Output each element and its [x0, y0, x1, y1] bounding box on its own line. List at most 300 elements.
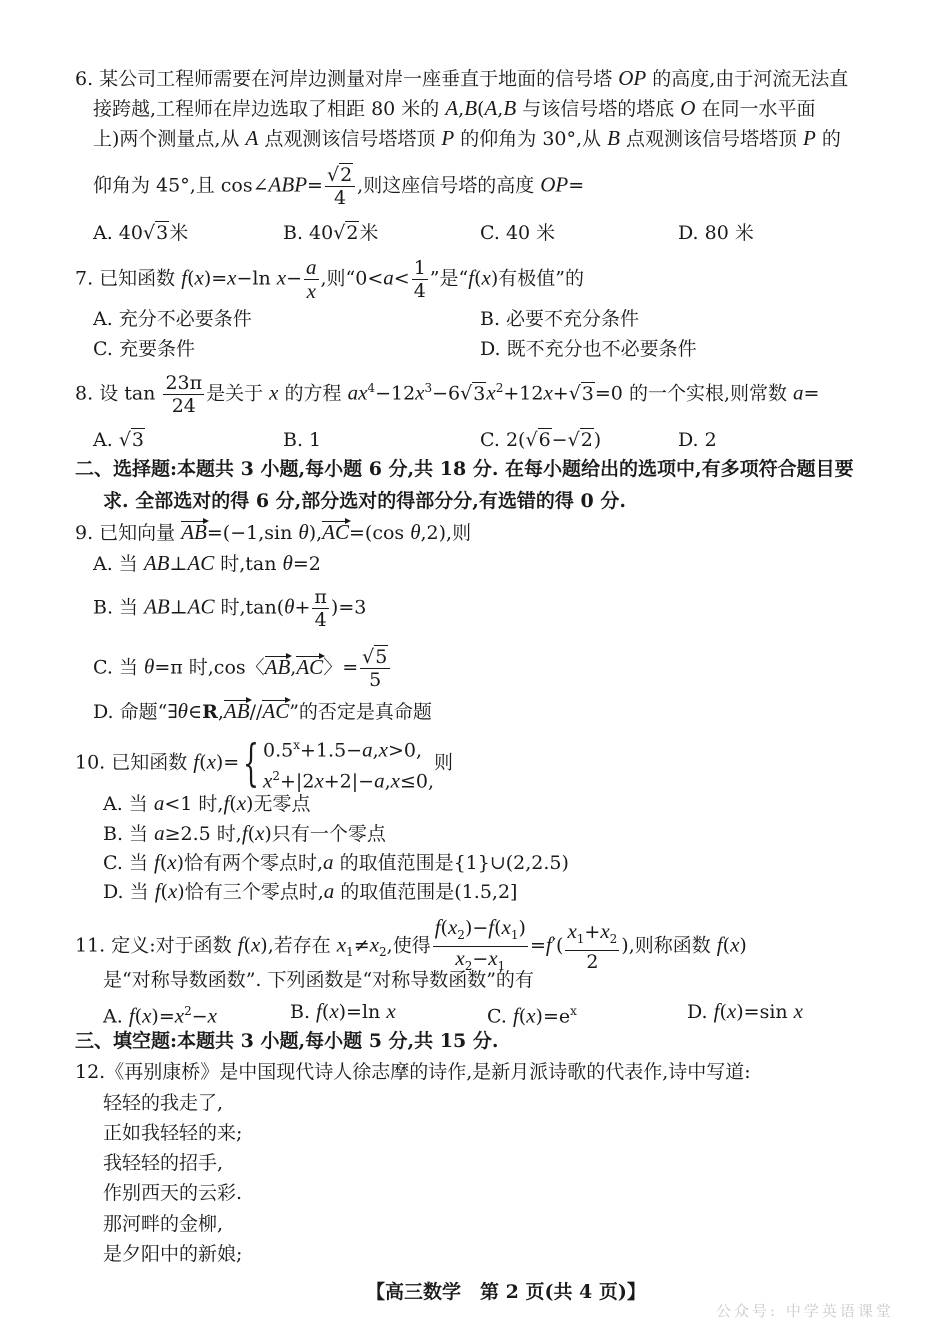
radical-sign-icon: √	[142, 222, 156, 244]
q11-option-c	[487, 999, 577, 1028]
math-variable: B	[464, 96, 478, 120]
text-run: C. 充要条件	[93, 338, 195, 360]
math-variable: ABP	[268, 172, 308, 197]
text-run: +12	[503, 382, 544, 405]
vector: AB	[264, 654, 291, 679]
text-run: 2	[586, 950, 599, 973]
text-run: B. 当	[103, 823, 155, 845]
math-variable: B	[607, 126, 620, 150]
numerator	[163, 372, 204, 395]
q10-option-c	[103, 850, 569, 875]
math-variable: f	[128, 1003, 135, 1028]
q8-option-c	[480, 428, 601, 452]
text-run: )	[518, 917, 526, 939]
math-variable: x	[447, 915, 458, 939]
text-run: 4	[413, 280, 426, 302]
text-run: )=	[151, 1005, 175, 1028]
q12-stem	[75, 1060, 751, 1084]
math-variable: a	[323, 879, 335, 903]
text-run: −ln	[236, 267, 277, 290]
text-run: ”是“	[429, 267, 469, 290]
text-run: 米	[359, 222, 379, 244]
q10-option-a	[103, 791, 310, 816]
math-variable: x	[306, 279, 316, 303]
radical-sign-icon: √	[362, 646, 375, 668]
text-run: 与该信号塔的塔底	[516, 98, 681, 120]
text-run: ,	[497, 98, 504, 120]
math-variable: x	[255, 821, 265, 845]
text-run: )只有一个零点	[264, 823, 386, 845]
numerator	[412, 257, 428, 280]
superscript: 2	[184, 1004, 192, 1018]
math-variable: P	[803, 126, 816, 150]
text-run: 的高度,由于河流无法直	[646, 68, 849, 90]
poem-line	[103, 1181, 242, 1205]
text-run: =(−1,sin	[206, 522, 299, 544]
math-variable: x	[793, 999, 803, 1023]
text-run: 4	[334, 187, 347, 209]
text-run: D. 2	[678, 429, 717, 451]
section-2-heading-cont	[103, 489, 626, 513]
text-run: 12.《再别康桥》是中国现代诗人徐志摩的诗作,是新月派诗歌的代表作,诗中写道:	[75, 1061, 751, 1083]
text-run: 的	[815, 128, 841, 150]
radical-sign-icon: √	[326, 164, 340, 186]
text-run: 的方程	[278, 382, 348, 405]
numerator	[565, 920, 619, 951]
math-variable: f	[223, 791, 230, 815]
denominator	[412, 280, 428, 302]
math-variable: x	[390, 768, 400, 793]
math-variable: A	[445, 96, 459, 120]
text-run: (	[494, 917, 502, 939]
case-rows	[263, 732, 434, 795]
text-run: −	[286, 267, 303, 290]
text-run: )−	[464, 917, 489, 939]
text-run: ,	[217, 701, 224, 723]
q7-option-b	[480, 307, 639, 331]
text-run: 是夕阳中的新娘;	[103, 1243, 243, 1265]
denominator	[360, 669, 390, 691]
math-variable: AC	[187, 594, 215, 619]
text-run: 23π	[165, 372, 203, 394]
q8-stem	[75, 372, 819, 417]
square-root	[362, 645, 388, 668]
text-run: 24	[171, 395, 196, 417]
text-run: A.	[93, 429, 119, 451]
math-variable: f	[154, 879, 161, 903]
text-run: 6. 某公司工程师需要在河岸边测量对岸一座垂直于地面的信号塔	[75, 68, 619, 90]
q6-line-1	[75, 66, 848, 91]
text-run: −12	[375, 382, 416, 405]
text-run: )有极值”的	[490, 267, 584, 290]
square-root	[327, 163, 353, 186]
q11-option-d	[687, 999, 803, 1024]
poem-line	[103, 1091, 223, 1115]
text-run: (	[722, 934, 731, 957]
q10-stem	[75, 732, 453, 795]
text-run: ,	[384, 770, 391, 793]
q9-option-c	[93, 646, 392, 691]
q11-stem-cont	[103, 968, 534, 992]
q9-option-b	[93, 586, 366, 631]
text-run: ′(	[551, 934, 564, 957]
text-run: +1.5−	[300, 739, 363, 762]
text-run: A. 当	[103, 793, 154, 815]
radical-sign-icon: √	[567, 429, 580, 451]
text-run: D. 既不充分也不必要条件	[480, 338, 697, 360]
math-variable: a	[153, 791, 165, 815]
math-variable: x	[726, 999, 737, 1023]
math-variable: AB	[144, 594, 170, 619]
text-run: 那河畔的金柳,	[103, 1213, 224, 1235]
text-run: )	[739, 934, 747, 957]
text-run: 正如我轻轻的来;	[103, 1122, 243, 1144]
math-variable: a	[306, 255, 317, 279]
q8-option-a	[93, 428, 145, 452]
vector: AC	[322, 520, 349, 544]
text-run: 时,tan	[214, 553, 283, 575]
text-run: (	[187, 267, 195, 290]
q9-option-a	[93, 551, 321, 576]
text-run: <1 时,	[164, 793, 224, 815]
math-variable: OP	[540, 172, 569, 197]
radical-sign-icon: √	[460, 382, 473, 405]
square-root	[333, 221, 359, 244]
text-run: ),则称函数	[621, 934, 717, 957]
text-run: D. 命题“∃	[93, 701, 178, 723]
subscript: 2	[464, 958, 473, 973]
text-run: ,使得	[386, 934, 431, 957]
math-variable: x	[336, 932, 347, 957]
square-root	[119, 428, 145, 451]
text-run: 作别西天的云彩.	[103, 1182, 243, 1204]
math-variable: x	[730, 932, 740, 957]
math-variable: x	[526, 1003, 536, 1028]
math-variable: x	[227, 265, 237, 290]
subscript: 1	[510, 927, 519, 942]
q6-option-d	[678, 221, 754, 245]
text-run: >0,	[387, 739, 423, 762]
math-variable: x	[501, 915, 511, 939]
poem-line	[103, 1242, 242, 1266]
text-run: +	[584, 920, 601, 943]
math-variable: x	[236, 791, 247, 815]
text-run: 上)两个测量点,从	[93, 128, 246, 150]
text-run: ,则“0<	[320, 267, 384, 290]
denominator	[163, 395, 204, 417]
text-run: =2	[292, 553, 321, 575]
text-run: B.	[290, 1001, 317, 1023]
radical-sign-icon: √	[118, 429, 131, 451]
text-run: ,	[290, 656, 297, 679]
text-run: )=e	[535, 1005, 571, 1028]
text-run: C. 当	[93, 656, 144, 679]
text-run: B. 必要不充分条件	[480, 308, 640, 330]
text-run: +|2	[280, 770, 315, 793]
math-variable: A	[484, 96, 498, 120]
math-variable: x	[194, 265, 204, 290]
math-variable: f	[545, 932, 552, 957]
math-variable: a	[323, 850, 334, 874]
math-variable: x	[167, 879, 178, 903]
denominator	[304, 280, 319, 303]
text-run: 1	[413, 257, 426, 279]
math-variable: x	[276, 265, 287, 290]
text-run: C. 当	[103, 852, 154, 874]
math-variable: a	[383, 265, 394, 290]
fraction	[360, 646, 390, 691]
math-variable: x	[250, 932, 261, 957]
radicand: 3	[131, 429, 145, 451]
vector: AB	[181, 520, 207, 544]
q10-option-d	[103, 879, 517, 904]
text-run: 点观测该信号塔塔顶	[258, 128, 442, 150]
text-run: ⊥	[169, 596, 188, 619]
text-run: )=ln	[338, 1001, 387, 1023]
text-run: 仰角为 45°,且 cos∠	[93, 174, 269, 197]
text-run: (	[199, 751, 207, 774]
text-run: ,	[458, 98, 465, 120]
q7-stem	[75, 256, 584, 303]
text-run: 我轻轻的招手,	[103, 1152, 224, 1174]
text-run: 米	[169, 222, 189, 244]
subscript: 2	[379, 945, 387, 960]
text-run: A. 充分不必要条件	[93, 308, 252, 330]
radical-sign-icon: √	[525, 429, 538, 451]
text-run: 〉=	[323, 656, 359, 679]
text-run: 是“对称导数函数”. 下列函数是“对称导数函数”的有	[103, 969, 534, 991]
text-run: +	[552, 382, 569, 405]
math-variable: x	[455, 945, 465, 970]
text-run: ),	[308, 522, 323, 544]
text-run: 接跨越,工程师在岸边选取了相距 80 米的	[93, 98, 446, 120]
math-variable: P	[441, 126, 455, 150]
q6-option-b	[283, 221, 378, 245]
text-run: 求. 全部选对的得 6 分,部分选对的得部分分,有选错的得 0 分.	[103, 490, 626, 512]
q8-option-d	[678, 428, 717, 452]
text-run: −6	[432, 382, 461, 405]
square-root	[143, 221, 169, 244]
text-run: =	[307, 174, 323, 197]
radicand: 3	[156, 222, 169, 244]
superscript: 2	[272, 769, 281, 784]
math-variable: f	[716, 932, 723, 957]
poem-line	[103, 1121, 242, 1145]
math-variable: θ	[298, 520, 309, 544]
math-variable: θ	[143, 654, 155, 679]
radicand: 6	[538, 429, 551, 451]
radicand: 3	[473, 382, 486, 405]
numerator	[304, 256, 319, 280]
math-variable: f	[237, 932, 244, 957]
numerator	[360, 646, 390, 669]
text-run: 7. 已知函数	[75, 267, 182, 290]
math-variable: x	[167, 850, 177, 874]
text-run: 在同一水平面	[695, 98, 816, 120]
q6-line-4	[93, 164, 584, 209]
superscript: 3	[424, 381, 433, 396]
superscript: 4	[367, 381, 376, 396]
fraction	[304, 256, 319, 303]
text-run: 轻轻的我走了,	[103, 1092, 224, 1114]
math-variable: f	[193, 749, 200, 774]
superscript: x	[293, 738, 301, 752]
text-run: )=3	[330, 596, 367, 619]
math-variable: f	[468, 265, 475, 290]
text-run: )无零点	[246, 793, 311, 815]
q9-stem	[75, 520, 471, 545]
text-run: 的取值范围是{1}∪(2,2.5)	[333, 852, 569, 874]
text-run: (	[160, 881, 168, 903]
square-root	[569, 382, 595, 405]
radical-sign-icon: √	[568, 382, 581, 405]
text-run: D. 80 米	[678, 222, 754, 244]
text-run: 10. 已知函数	[75, 751, 194, 774]
math-variable: x	[488, 945, 498, 970]
left-brace-icon: {	[243, 734, 260, 793]
text-run: (	[243, 934, 251, 957]
section-3-heading	[75, 1029, 498, 1053]
text-run: 4	[314, 609, 327, 631]
q6-line-2	[93, 96, 815, 121]
text-run: =	[568, 174, 585, 197]
math-variable: f	[488, 915, 495, 939]
text-run: ∈	[187, 701, 203, 723]
math-variable: OP	[618, 66, 647, 90]
text-run: =π 时,cos〈	[154, 656, 265, 679]
math-variable: x	[369, 932, 380, 957]
math-variable: x	[206, 749, 216, 774]
q9-option-d	[93, 699, 432, 724]
subscript: 2	[457, 927, 465, 942]
math-variable: x	[386, 999, 396, 1023]
math-variable: x	[415, 380, 425, 405]
radicand: 2	[340, 164, 353, 186]
text-run: −	[551, 429, 568, 451]
math-variable: x	[207, 1003, 217, 1028]
math-variable: f	[241, 821, 248, 845]
math-variable: B	[503, 96, 517, 120]
piecewise-cases	[239, 732, 434, 795]
text-run: )=	[203, 267, 228, 290]
poem-line	[103, 1151, 223, 1175]
numerator	[325, 164, 355, 187]
text-run: 的仰角为 30°,从	[454, 128, 608, 150]
q10-option-b	[103, 821, 386, 846]
math-variable: x	[543, 380, 553, 405]
text-run: )=	[215, 751, 240, 774]
math-variable: θ	[410, 520, 421, 544]
text-run: B. 1	[283, 429, 322, 451]
math-variable: a	[362, 737, 373, 762]
math-variable: f	[153, 850, 160, 874]
text-run: A. 40	[93, 222, 143, 244]
text-run: 二、选择题:本题共 3 小题,每小题 6 分,共 18 分. 在每小题给出的选项中,有多项符合题目要	[75, 458, 854, 480]
text-run: )恰有三个零点时,	[177, 881, 324, 903]
text-run: ,	[372, 739, 379, 762]
math-variable: x	[174, 1003, 185, 1028]
text-run: (	[518, 1005, 527, 1028]
q11-option-a	[103, 999, 217, 1028]
math-variable: a	[374, 768, 385, 793]
math-variable: x	[329, 999, 339, 1023]
text-run: )恰有两个零点时,	[176, 852, 324, 874]
text-run: −	[472, 947, 489, 970]
case-row	[263, 763, 434, 794]
subscript: 1	[576, 931, 585, 946]
text-run: =	[803, 382, 820, 405]
math-variable: x	[567, 918, 577, 943]
vector: AC	[296, 654, 324, 679]
text-run: 则	[434, 751, 454, 774]
text-run: D.	[687, 1001, 714, 1023]
text-run: (	[719, 1001, 727, 1023]
math-variable: x	[378, 737, 388, 762]
q8-option-b	[283, 428, 321, 452]
text-run: ≥2.5 时,	[164, 823, 242, 845]
text-run: 5	[369, 669, 382, 691]
text-run: B. 当	[93, 596, 145, 619]
section-2-heading	[75, 457, 854, 481]
text-run: )	[593, 429, 602, 451]
math-variable: x	[269, 380, 279, 405]
radicand: 3	[581, 382, 594, 405]
vector: AC	[262, 699, 290, 723]
math-variable: A	[245, 126, 259, 150]
q7-option-d	[480, 337, 697, 361]
q6-option-c	[480, 221, 555, 245]
text-run: +	[294, 596, 311, 619]
math-variable: a	[154, 821, 165, 845]
denominator	[325, 187, 355, 209]
text-run: ,2),则	[420, 522, 472, 544]
text-run: 9. 已知向量	[75, 522, 182, 544]
text-run: 0.5	[263, 739, 294, 762]
fraction	[565, 920, 619, 973]
radical-sign-icon: √	[333, 222, 346, 244]
math-variable: x	[314, 768, 324, 793]
q7-option-a	[93, 307, 252, 331]
text-run: B. 40	[283, 222, 334, 244]
text-run: 8. 设 tan	[75, 382, 162, 405]
q6-line-3	[93, 126, 841, 151]
text-run: ⊥	[169, 553, 188, 575]
math-variable: f	[512, 1003, 519, 1028]
text-run: C.	[487, 1005, 513, 1028]
math-variable: AB	[143, 551, 170, 575]
text-run: (	[477, 98, 485, 120]
fraction	[325, 164, 355, 209]
math-variable: x	[263, 768, 273, 793]
text-run: 时,tan(	[214, 596, 285, 619]
math-variable: θ	[282, 551, 293, 575]
text-run: ),若存在	[260, 934, 337, 957]
numerator	[312, 586, 329, 609]
text-run: D. 当	[103, 881, 155, 903]
text-run: −	[191, 1005, 208, 1028]
square-root	[525, 428, 551, 451]
math-variable: AC	[187, 551, 215, 575]
math-set-symbol: R	[202, 701, 218, 723]
text-run: =(cos	[348, 522, 411, 544]
q11-option-b	[290, 999, 396, 1024]
text-run: (	[247, 823, 256, 845]
denominator	[312, 609, 329, 631]
text-run: (	[159, 852, 168, 874]
text-run: =0 的一个实根,则常数	[594, 382, 794, 405]
math-variable: x	[481, 265, 491, 290]
text-run: 是关于	[206, 382, 270, 405]
